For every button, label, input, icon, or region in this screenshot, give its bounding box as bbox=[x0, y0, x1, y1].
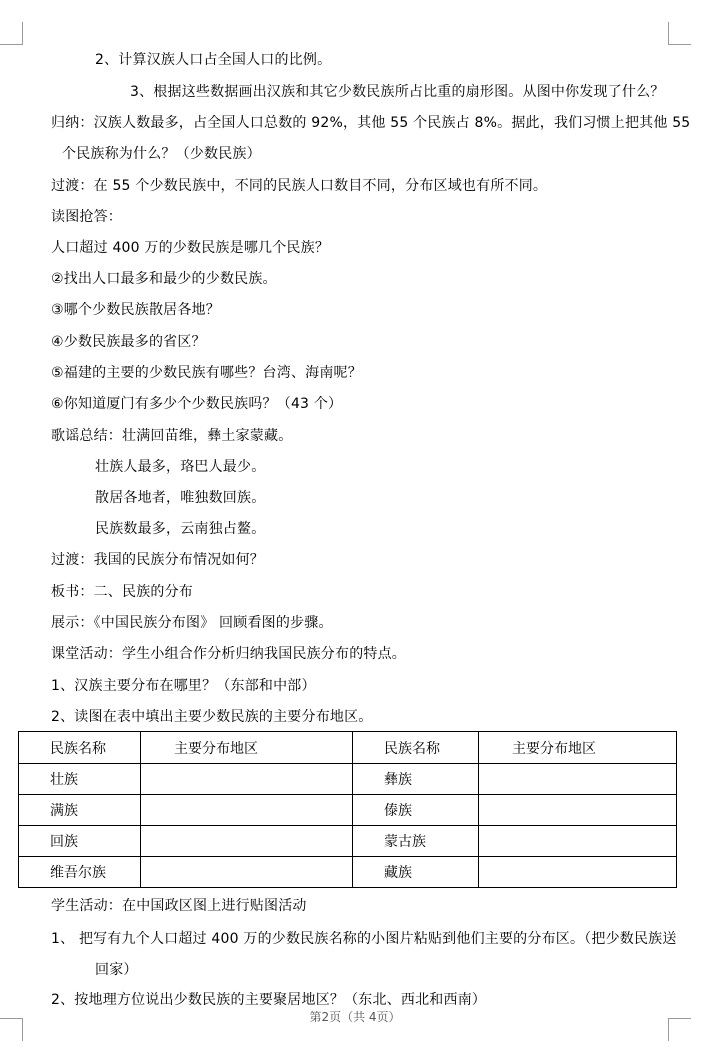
table-cell-empty bbox=[479, 764, 677, 795]
table-cell-empty bbox=[141, 764, 353, 795]
paragraph: 1、汉族主要分布在哪里？（东部和中部） bbox=[51, 678, 316, 694]
table-cell: 维吾尔族 bbox=[19, 857, 141, 888]
paragraph: 人口超过 400 万的少数民族是哪几个民族？ bbox=[51, 240, 330, 256]
table-cell: 蒙古族 bbox=[353, 826, 479, 857]
table-row bbox=[19, 826, 677, 857]
table-cell-empty bbox=[479, 826, 677, 857]
table-header-cell: 主要分布地区 bbox=[141, 732, 353, 764]
table-cell-empty bbox=[479, 857, 677, 888]
paragraph: 过渡：我国的民族分布情况如何？ bbox=[51, 552, 264, 568]
table-cell-empty bbox=[141, 857, 353, 888]
table-row bbox=[19, 764, 677, 795]
paragraph: 1、 把写有九个人口超过 400 万的少数民族名称的小图片粘贴到他们主要的分布区。（把少数民族送 bbox=[51, 931, 677, 947]
paragraph: 2、按地理方位说出少数民族的主要聚居地区？（东北、西北和西南） bbox=[51, 992, 487, 1008]
table-header-cell: 民族名称 bbox=[19, 732, 141, 764]
paragraph: 归纳：汉族人数最多，占全国人口总数的 92%，其他 55 个民族占 8%。据此，我们习惯上把其他 55 bbox=[51, 115, 691, 131]
crop-mark-top-left bbox=[0, 22, 23, 45]
paragraph: 个民族称为什么？（少数民族） bbox=[62, 146, 261, 162]
paragraph: ③哪个少数民族散居各地？ bbox=[51, 302, 220, 318]
paragraph: 回家） bbox=[95, 962, 138, 978]
paragraph: ②找出人口最多和最少的少数民族。 bbox=[51, 271, 277, 287]
table-cell: 藏族 bbox=[353, 857, 479, 888]
table-cell-empty bbox=[141, 795, 353, 826]
paragraph: ⑥你知道厦门有多少个少数民族吗？（43 个） bbox=[51, 396, 343, 412]
table-cell-empty bbox=[479, 795, 677, 826]
table-header-row bbox=[19, 732, 677, 764]
table-cell: 回族 bbox=[19, 826, 141, 857]
crop-mark-top-right bbox=[668, 22, 691, 45]
paragraph: 过渡：在 55 个少数民族中，不同的民族人口数目不同，分布区域也有所不同。 bbox=[51, 178, 548, 194]
table-cell: 满族 bbox=[19, 795, 141, 826]
table-cell: 壮族 bbox=[19, 764, 141, 795]
paragraph: 课堂活动：学生小组合作分析归纳我国民族分布的特点。 bbox=[51, 646, 406, 662]
paragraph: 3、根据这些数据画出汉族和其它少数民族所占比重的扇形图。从图中你发现了什么？ bbox=[130, 84, 665, 100]
table-cell-empty bbox=[141, 826, 353, 857]
page-footer: 第2页（共 4页） bbox=[309, 1010, 401, 1024]
table-header-cell: 民族名称 bbox=[353, 732, 479, 764]
table-cell: 彝族 bbox=[353, 764, 479, 795]
paragraph: 展示：《中国民族分布图》 回顾看图的步骤。 bbox=[51, 615, 333, 631]
paragraph: 板书：二、民族的分布 bbox=[51, 584, 193, 600]
paragraph: 2、计算汉族人口占全国人口的比例。 bbox=[95, 52, 332, 68]
paragraph: 散居各地者，唯独数回族。 bbox=[95, 490, 266, 506]
table-row bbox=[19, 795, 677, 826]
paragraph: 壮族人最多，珞巴人最少。 bbox=[95, 459, 266, 475]
paragraph: 学生活动：在中国政区图上进行贴图活动 bbox=[51, 898, 307, 914]
paragraph: 歌谣总结：壮满回苗维，彝土家蒙藏。 bbox=[51, 428, 293, 444]
table-header-cell: 主要分布地区 bbox=[479, 732, 677, 764]
distribution-table bbox=[18, 731, 677, 888]
paragraph: 读图抢答： bbox=[51, 209, 122, 225]
paragraph: ⑤福建的主要的少数民族有哪些？台湾、海南呢？ bbox=[51, 365, 362, 381]
table-cell: 傣族 bbox=[353, 795, 479, 826]
paragraph: ④少数民族最多的省区？ bbox=[51, 334, 206, 350]
paragraph: 2、读图在表中填出主要少数民族的主要分布地区。 bbox=[51, 709, 373, 725]
paragraph: 民族数最多，云南独占鳌。 bbox=[95, 521, 266, 537]
table-row bbox=[19, 857, 677, 888]
